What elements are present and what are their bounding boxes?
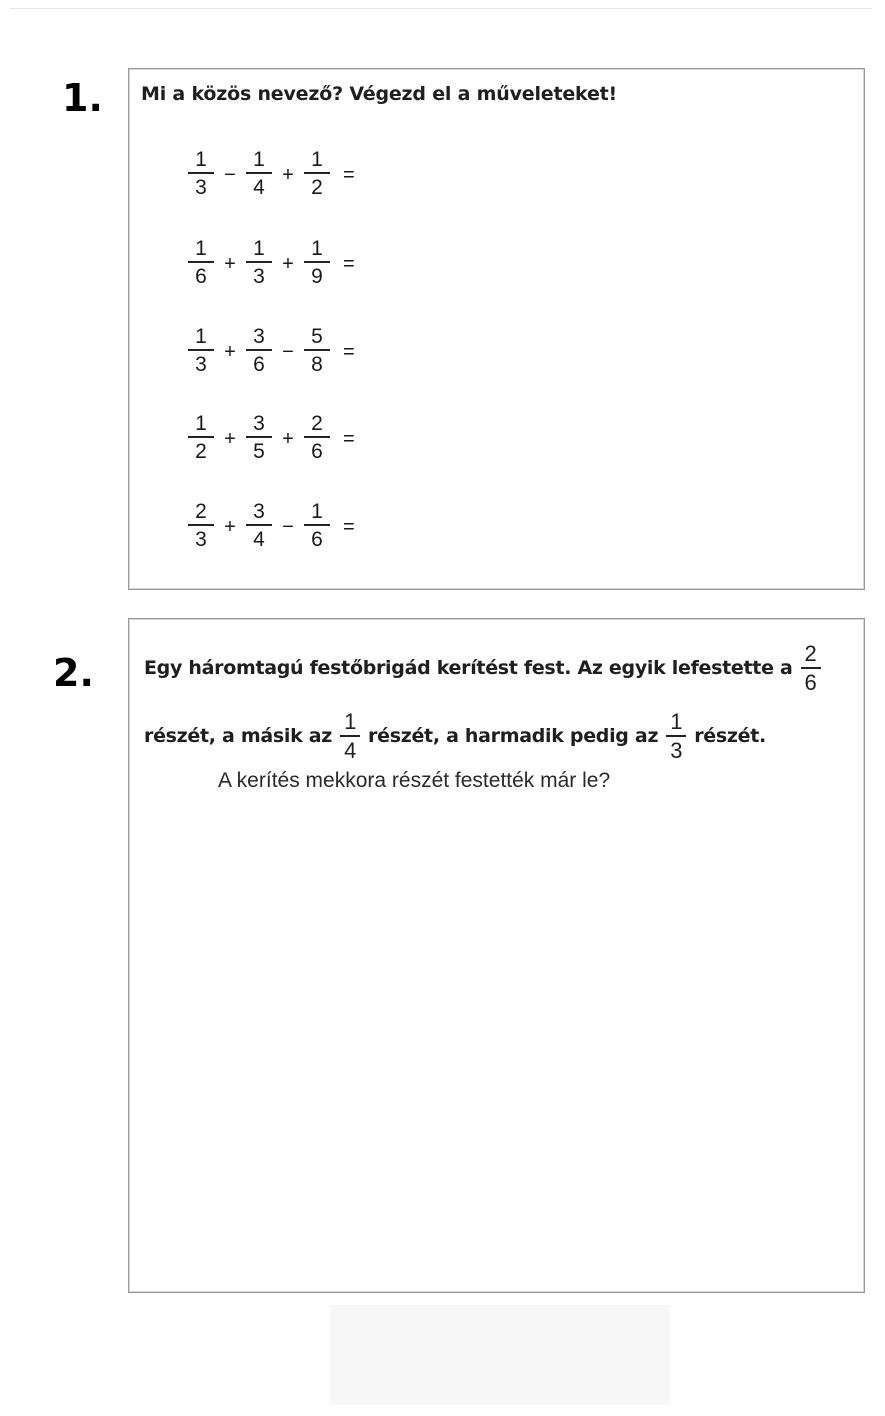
- expression-row: [187, 501, 355, 550]
- operator: +: [224, 340, 236, 363]
- fraction-denominator: 6: [311, 527, 323, 551]
- fraction-denominator: 6: [311, 439, 323, 463]
- fraction: [303, 326, 331, 375]
- task-2-question: A kerítés mekkora részét festették már le?: [218, 769, 611, 792]
- fraction-denominator: 3: [195, 527, 207, 551]
- fraction: [245, 413, 273, 462]
- fraction-numerator: 2: [311, 412, 323, 435]
- operator: −: [224, 163, 236, 186]
- equals-sign: =: [343, 427, 355, 450]
- fraction-denominator: 4: [344, 737, 357, 763]
- fraction-numerator: 1: [253, 148, 265, 171]
- equals-sign: =: [343, 515, 355, 538]
- expression-row: [187, 238, 355, 287]
- fraction-denominator: 6: [804, 669, 817, 695]
- fraction-numerator: 1: [311, 237, 323, 260]
- fraction: [187, 326, 215, 375]
- fraction-denominator: 9: [311, 264, 323, 288]
- fraction-numerator: 2: [804, 641, 817, 666]
- operator: −: [282, 515, 294, 538]
- task-1-box: [128, 68, 865, 590]
- fraction-numerator: 5: [311, 325, 323, 348]
- fraction-denominator: 2: [311, 175, 323, 199]
- fraction-denominator: 4: [253, 175, 265, 199]
- operator: +: [224, 515, 236, 538]
- fraction-numerator: 1: [195, 148, 207, 171]
- fraction-denominator: 2: [195, 439, 207, 463]
- fraction-denominator: 6: [195, 264, 207, 288]
- fraction: [303, 501, 331, 550]
- fraction-numerator: 3: [253, 325, 265, 348]
- task-1-number: 1.: [62, 76, 103, 120]
- fraction-one-third: [664, 711, 688, 762]
- task-2-box: [128, 618, 865, 1293]
- scan-shade: [330, 1305, 670, 1405]
- fraction-numerator: 1: [311, 148, 323, 171]
- story-line-2-part-2: részét, a harmadik pedig az: [368, 725, 659, 748]
- fraction-numerator: 1: [253, 237, 265, 260]
- fraction-numerator: 1: [195, 237, 207, 260]
- fraction: [245, 501, 273, 550]
- equals-sign: =: [343, 163, 355, 186]
- fraction: [303, 238, 331, 287]
- story-line-1-text: Egy háromtagú festőbrigád kerítést fest. Az egyik lefestette a: [144, 657, 793, 680]
- fraction-denominator: 5: [253, 439, 265, 463]
- fraction-denominator: 4: [253, 527, 265, 551]
- equals-sign: =: [343, 252, 355, 275]
- expression-row: [187, 149, 355, 198]
- fraction: [187, 413, 215, 462]
- story-line-2-part-3: részét.: [694, 725, 766, 748]
- fraction-denominator: 3: [195, 175, 207, 199]
- fraction-denominator: 3: [670, 737, 683, 763]
- fraction-numerator: 1: [195, 325, 207, 348]
- fraction: [187, 149, 215, 198]
- task-1-instruction: Mi a közös nevező? Végezd el a műveleteket!: [141, 83, 618, 105]
- fraction-numerator: 3: [253, 500, 265, 523]
- expression-row: [187, 413, 355, 462]
- operator: +: [282, 163, 294, 186]
- fraction-numerator: 1: [311, 500, 323, 523]
- fraction: [187, 238, 215, 287]
- story-line-2: [144, 711, 766, 762]
- fraction-numerator: 1: [344, 709, 357, 734]
- fraction: [245, 238, 273, 287]
- fraction: [303, 413, 331, 462]
- story-line-2-part-1: részét, a másik az: [144, 725, 333, 748]
- story-line-1: [144, 643, 829, 694]
- fraction-denominator: 3: [195, 352, 207, 376]
- fraction: [303, 149, 331, 198]
- top-rule: [10, 8, 872, 9]
- operator: +: [282, 252, 294, 275]
- fraction-denominator: 6: [253, 352, 265, 376]
- operator: +: [282, 427, 294, 450]
- fraction-one-quarter: [338, 711, 362, 762]
- expression-row: [187, 326, 355, 375]
- task-2-number: 2.: [53, 651, 94, 695]
- operator: −: [282, 340, 294, 363]
- fraction: [245, 326, 273, 375]
- fraction-denominator: 3: [253, 264, 265, 288]
- fraction-numerator: 1: [670, 709, 683, 734]
- fraction-numerator: 3: [253, 412, 265, 435]
- fraction: [187, 501, 215, 550]
- fraction: [245, 149, 273, 198]
- operator: +: [224, 427, 236, 450]
- fraction-numerator: 1: [195, 412, 207, 435]
- equals-sign: =: [343, 340, 355, 363]
- fraction-denominator: 8: [311, 352, 323, 376]
- operator: +: [224, 252, 236, 275]
- fraction-two-sixths: [799, 643, 823, 694]
- fraction-numerator: 2: [195, 500, 207, 523]
